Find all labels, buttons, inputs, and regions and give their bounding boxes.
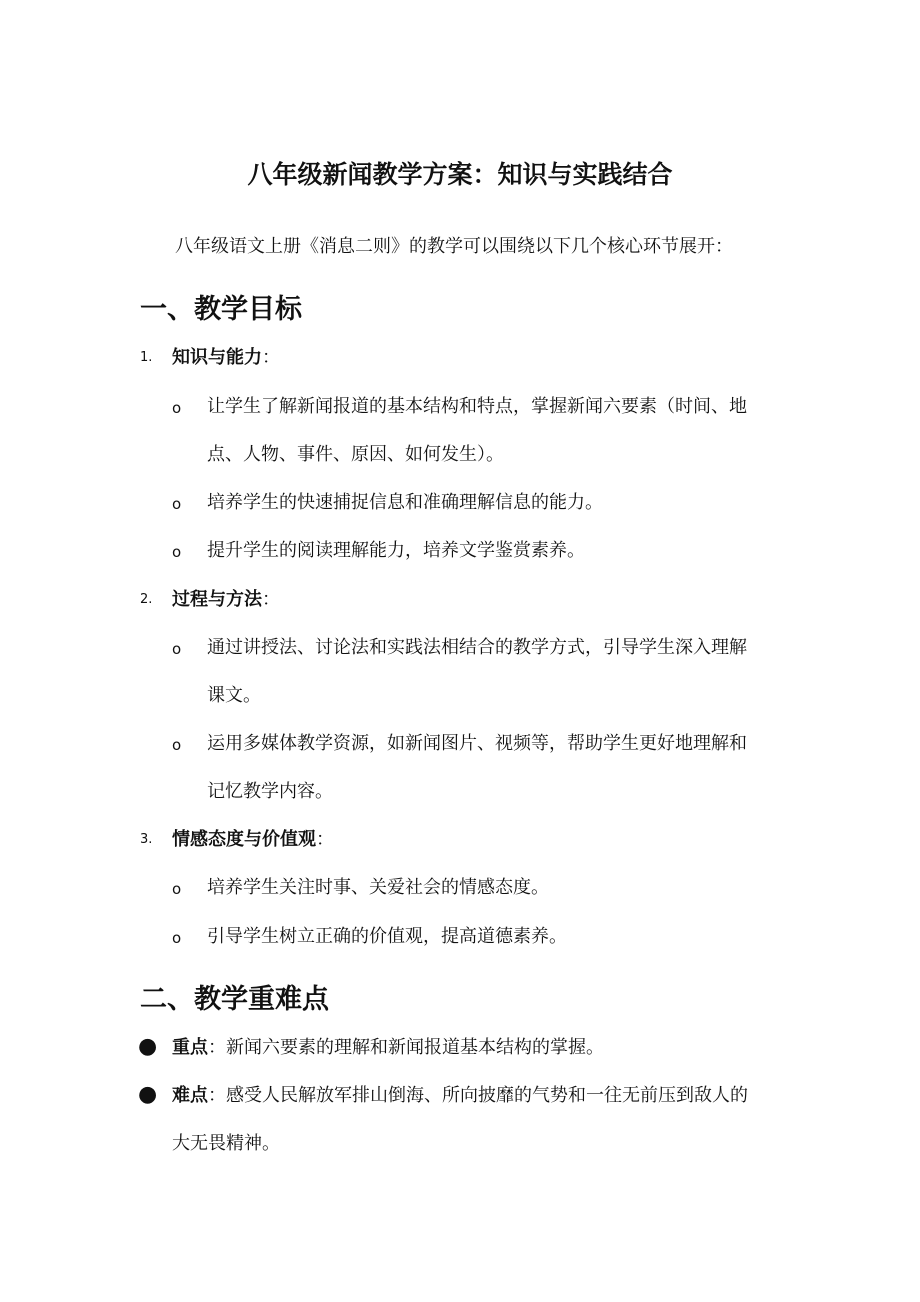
group-heading <box>172 823 334 857</box>
bullet-marker: o <box>172 543 182 561</box>
colon: ： <box>262 347 280 368</box>
group-heading <box>172 583 280 617</box>
bullet-marker: o <box>172 880 182 898</box>
group-label: 过程与方法 <box>172 589 262 610</box>
bullet-marker: o <box>172 495 182 513</box>
list-item-continuation: 点、人物、事件、原因、如何发生）。 <box>207 444 504 465</box>
key-point <box>172 1031 604 1065</box>
section-heading-teaching-goals: 一、教学目标 <box>140 294 302 325</box>
list-item: 培养学生的快速捕捉信息和准确理解信息的能力。 <box>207 492 603 513</box>
point-continuation: 大无畏精神。 <box>172 1133 280 1154</box>
bullet-marker: o <box>172 399 182 417</box>
colon: ： <box>316 829 334 850</box>
bullet-marker: ● <box>138 1034 158 1059</box>
list-item: 培养学生关注时事、关爱社会的情感态度。 <box>207 877 549 898</box>
list-item: 引导学生树立正确的价值观，提高道德素养。 <box>207 926 567 947</box>
intro-paragraph: 八年级语文上册《消息二则》的教学可以围绕以下几个核心环节展开： <box>175 236 733 257</box>
list-number: 2. <box>140 592 153 607</box>
bullet-marker: ● <box>138 1082 158 1107</box>
list-item: 让学生了解新闻报道的基本结构和特点，掌握新闻六要素（时间、地 <box>207 396 747 417</box>
difficult-point <box>172 1079 748 1113</box>
list-item-continuation: 课文。 <box>207 685 261 706</box>
list-number: 1. <box>140 350 153 365</box>
list-item: 通过讲授法、讨论法和实践法相结合的教学方式，引导学生深入理解 <box>207 637 747 658</box>
page-title: 八年级新闻教学方案：知识与实践结合 <box>247 160 673 189</box>
bullet-marker: o <box>172 736 182 754</box>
point-text: 新闻六要素的理解和新闻报道基本结构的掌握。 <box>226 1037 604 1058</box>
list-item: 提升学生的阅读理解能力，培养文学鉴赏素养。 <box>207 540 585 561</box>
colon: ： <box>262 589 280 610</box>
group-label: 知识与能力 <box>172 347 262 368</box>
list-number: 3. <box>140 832 153 847</box>
point-text: 感受人民解放军排山倒海、所向披靡的气势和一往无前压到敌人的 <box>226 1085 748 1106</box>
point-label: 难点 <box>172 1085 208 1106</box>
list-item: 运用多媒体教学资源，如新闻图片、视频等，帮助学生更好地理解和 <box>207 733 747 754</box>
point-label: 重点 <box>172 1037 208 1058</box>
bullet-marker: o <box>172 929 182 947</box>
group-label: 情感态度与价值观 <box>172 829 316 850</box>
group-heading <box>172 341 280 375</box>
section-heading-key-difficult-points: 二、教学重难点 <box>140 984 329 1015</box>
colon: ： <box>208 1085 226 1106</box>
bullet-marker: o <box>172 640 182 658</box>
colon: ： <box>208 1037 226 1058</box>
list-item-continuation: 记忆教学内容。 <box>207 781 333 802</box>
